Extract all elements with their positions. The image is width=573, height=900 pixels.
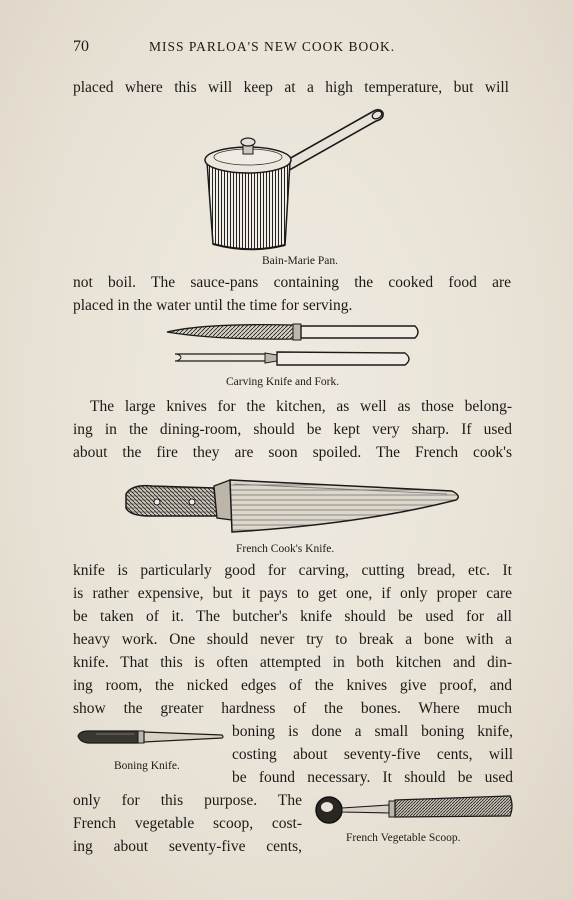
text-line: knife. That this is often attempted in both kitchen and din- [73, 654, 512, 671]
french-vegetable-scoop-illustration [314, 792, 516, 828]
text-line: boning is done a small boning knife, [232, 723, 513, 740]
carving-knife-and-fork-illustration [165, 320, 425, 372]
text-line: ing room, the nicked edges of the knives give proof, and [73, 677, 512, 694]
text-line: costing about seventy-five cents, will [232, 746, 513, 763]
text-line: only for this purpose. The [73, 792, 302, 809]
text-line: heavy work. One should never try to break a bone with a [73, 631, 512, 648]
text-line: knife is particularly good for carving, cutting bread, etc. It [73, 562, 512, 579]
text-line: show the greater hardness of the bones. Where much [73, 700, 512, 717]
text-line: placed where this will keep at a high temperature, but will [73, 79, 509, 96]
boning-knife-illustration [76, 726, 226, 748]
text-line: about the fire they are soon spoiled. The French cook's [73, 444, 512, 461]
text-line: French vegetable scoop, cost- [73, 815, 302, 832]
text-line: be taken of it. The butcher's knife should be used for all [73, 608, 512, 625]
caption-bain-marie: Bain-Marie Pan. [262, 255, 339, 267]
french-cooks-knife-illustration [122, 474, 467, 536]
caption-boning-knife: Boning Knife. [114, 760, 180, 772]
text-line: ing in the dining-room, should be kept very sharp. If used [73, 421, 512, 438]
page-header [73, 38, 513, 58]
text-line: not boil. The sauce-pans containing the cooked food are [73, 274, 511, 291]
text-line: ing about seventy-five cents, [73, 838, 302, 855]
text-line: The large knives for the kitchen, as well as those belong- [90, 398, 512, 415]
text-line: be found necessary. It should be used [232, 769, 513, 786]
running-head: MISS PARLOA'S NEW COOK BOOK. [149, 39, 396, 54]
page-number: 70 [73, 38, 89, 55]
caption-scoop: French Vegetable Scoop. [346, 832, 461, 844]
bain-marie-pan-illustration [200, 104, 390, 254]
caption-french-knife: French Cook's Knife. [236, 543, 335, 555]
caption-carving-knife: Carving Knife and Fork. [226, 376, 340, 388]
text-line: is rather expensive, but it pays to get one, if only proper care [73, 585, 512, 602]
text-line: placed in the water until the time for serving. [73, 297, 353, 314]
